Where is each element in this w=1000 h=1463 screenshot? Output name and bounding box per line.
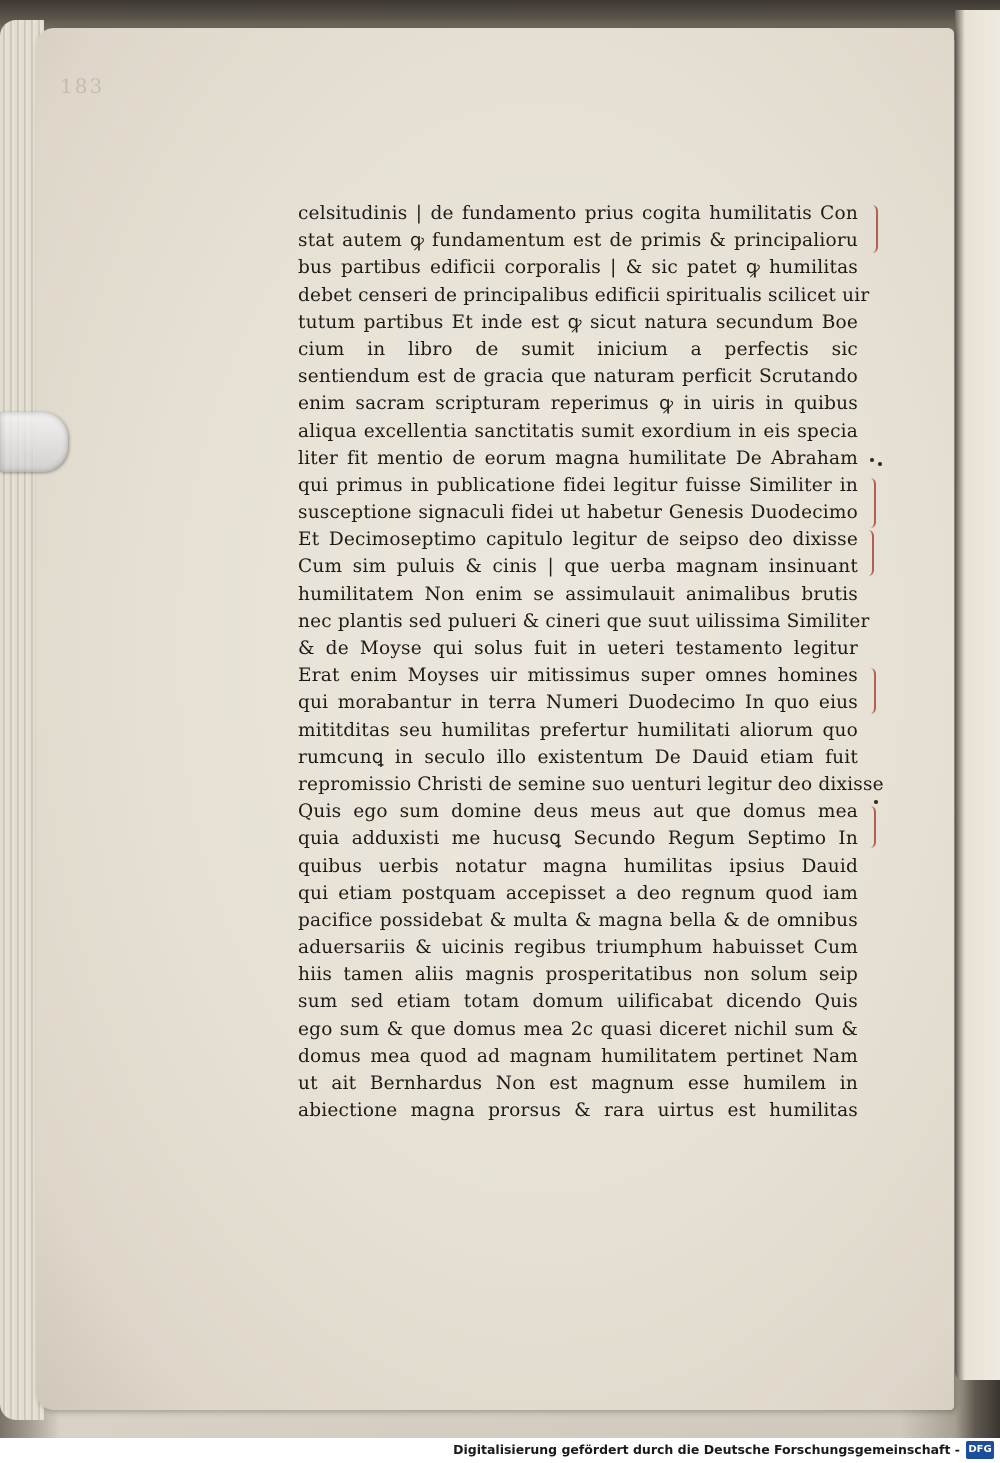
rubric-mark (868, 205, 878, 253)
text-line: stat autem ꝙ fundamentum est de primis & principalioru (298, 230, 858, 252)
text-line: Erat enim Moyses uir mitissimus super omnes homines (298, 665, 858, 687)
text-line: qui primus in publicatione fidei legitur fuisse Similiter in (298, 474, 858, 496)
funding-credit: Digitalisierung gefördert durch die Deutsche Forschungsgemeinschaft - (453, 1442, 960, 1457)
text-line: celsitudinis | de fundamento prius cogita humilitatis Con (298, 203, 858, 224)
text-line: aliqua excellentia sanctitatis sumit exordium in eis specia (298, 420, 858, 442)
text-line: quia adduxisti me hucusꝗ Secundo Regum Septimo In (298, 828, 858, 850)
facing-page-edge (955, 10, 1000, 1380)
dfg-logo: DFG (966, 1441, 994, 1459)
text-line: repromissio Christi de semine suo uenturi legitur deo dixisse (298, 773, 884, 795)
text-line: qui etiam postquam accepisset a deo regnum quod iam (298, 882, 858, 904)
margin-dot (874, 800, 878, 804)
text-line: sum sed etiam totam domum uilificabat dicendo Quis (298, 991, 858, 1013)
text-line: cium in libro de sumit inicium a perfectis sic (298, 338, 858, 360)
footer-bar (0, 1438, 1000, 1463)
text-line: ut ait Bernhardus Non est magnum esse humilem in (298, 1073, 858, 1094)
text-line: Quis ego sum domine deus meus aut que domus mea (298, 801, 858, 823)
text-line: susceptione signaculi fidei ut habetur Genesis Duodecimo (298, 502, 858, 524)
rubric-mark (864, 530, 874, 576)
margin-dot (870, 458, 874, 462)
rubric-mark (866, 668, 876, 714)
text-line: enim sacram scripturam reperimus ꝙ in uiris in quibus (298, 393, 858, 415)
text-line: & de Moyse qui solus fuit in ueteri testamento legitur (298, 638, 858, 659)
text-line: hiis tamen aliis magnis prosperitatibus non solum seip (298, 964, 858, 986)
rubric-mark (866, 806, 876, 848)
text-line: mititditas seu humilitas prefertur humilitati aliorum quo (298, 719, 858, 741)
text-line: quibus uerbis notatur magna humilitas ipsius Dauid (298, 855, 858, 877)
text-line: ego sum & que domus mea 2c quasi diceret nichil sum & (298, 1018, 858, 1040)
text-block (298, 200, 884, 1124)
folio-number-ghost: 183 (60, 74, 105, 98)
text-line: bus partibus edificii corporalis | & sic patet ꝙ humilitas (298, 257, 858, 279)
text-line: Cum sim puluis & cinis | que uerba magnam insinuant (298, 556, 858, 578)
text-line: debet censeri de principalibus edificii spiritualis scilicet uir (298, 284, 870, 306)
rubric-mark (866, 478, 876, 528)
text-line: aduersariis & uicinis regibus triumphum habuisset Cum (298, 937, 858, 959)
text-line: tutum partibus Et inde est ꝙ sicut natura secundum Boe (298, 311, 858, 333)
text-line: qui morabantur in terra Numeri Duodecimo In quo eius (298, 692, 858, 714)
text-line: liter fit mentio de eorum magna humilitate De Abraham (298, 447, 858, 469)
text-line: nec plantis sed pulueri & cineri que suut uilissima Similiter (298, 610, 870, 632)
text-line: humilitatem Non enim se assimulauit animalibus brutis (298, 583, 858, 605)
text-line: sentiendum est de gracia que naturam perficit Scrutando (298, 366, 858, 388)
text-line: Et Decimoseptimo capitulo legitur de seipso deo dixisse (298, 529, 858, 551)
text-line: domus mea quod ad magnam humilitatem pertinet Nam (298, 1045, 858, 1067)
margin-dot (878, 462, 882, 466)
text-line: rumcunꝗ in seculo illo existentum De Dauid etiam fuit (298, 746, 858, 768)
text-line: abiectione magna prorsus & rara uirtus est humilitas (298, 1100, 858, 1122)
text-line: pacifice possidebat & multa & magna bella & de omnibus (298, 909, 858, 931)
bookmark-clip (0, 412, 68, 472)
